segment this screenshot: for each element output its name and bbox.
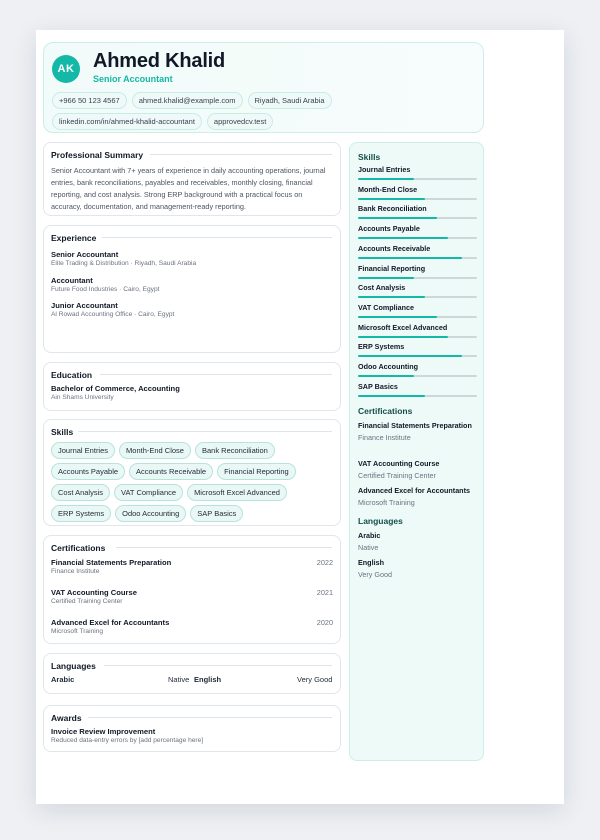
contact-phone[interactable]: +966 50 123 4567 — [52, 92, 127, 109]
skill-level-fill — [358, 217, 437, 219]
skills-chip-list — [51, 442, 337, 522]
certification-item — [51, 618, 169, 635]
skill-level-fill — [358, 336, 448, 338]
education-title: Education — [51, 370, 93, 380]
education-section — [43, 362, 341, 411]
divider — [78, 431, 332, 432]
sidebar-languages-title: Languages — [358, 516, 403, 526]
sidebar-cert-item — [358, 420, 480, 442]
certification-year: 2020 — [316, 618, 333, 627]
language-name: Arabic — [51, 675, 75, 684]
sidebar-skill-item — [358, 342, 477, 357]
skill-chip: Cost Analysis — [51, 484, 110, 501]
skill-level-fill — [358, 178, 414, 180]
skills-title: Skills — [51, 427, 74, 437]
sidebar-skill-name: Financial Reporting — [358, 263, 426, 273]
skill-chip: Odoo Accounting — [115, 505, 186, 522]
skill-chip: Accounts Payable — [51, 463, 125, 480]
awards-section — [43, 705, 341, 752]
skill-level-bar — [358, 237, 477, 239]
sidebar-skill-item — [358, 362, 477, 377]
sidebar-cert-name: VAT Accounting Course — [358, 459, 440, 468]
skill-chip: Month-End Close — [119, 442, 191, 459]
candidate-name: Ahmed Khalid — [93, 50, 226, 72]
divider — [100, 374, 332, 375]
languages-title: Languages — [51, 661, 96, 671]
avatar: AK — [52, 55, 80, 83]
education-item — [51, 384, 180, 401]
experience-role: Accountant — [51, 276, 93, 285]
sidebar-cert-item — [358, 485, 480, 507]
languages-section — [43, 653, 341, 694]
skill-chip: Microsoft Excel Advanced — [187, 484, 287, 501]
experience-item — [51, 250, 196, 267]
skill-level-bar — [358, 198, 477, 200]
education-school: Ain Shams University — [51, 394, 114, 401]
experience-org: Elite Trading & Distribution · Riyadh, Saudi Arabia — [51, 260, 197, 267]
skill-level-bar — [358, 178, 477, 180]
sidebar-skill-item — [358, 323, 477, 338]
certification-issuer: Microsoft Training — [51, 628, 104, 635]
sidebar-skills-title: Skills — [358, 152, 381, 162]
sidebar-cert-issuer: Microsoft Training — [358, 498, 415, 507]
skill-chip: Financial Reporting — [217, 463, 296, 480]
award-name: Invoice Review Improvement — [51, 727, 156, 736]
skill-level-fill — [358, 198, 425, 200]
sidebar — [349, 142, 484, 761]
skill-level-bar — [358, 257, 477, 259]
skill-chip: Journal Entries — [51, 442, 115, 459]
sidebar-cert-issuer: Certified Training Center — [358, 471, 436, 480]
sidebar-skill-item — [358, 224, 477, 239]
skill-chip: Accounts Receivable — [129, 463, 213, 480]
experience-org: Future Food Industries · Cairo, Egypt — [51, 286, 160, 293]
skills-section — [43, 419, 341, 526]
language-level: Native — [168, 675, 190, 684]
certification-name: VAT Accounting Course — [51, 588, 137, 597]
certification-name: Financial Statements Preparation — [51, 558, 172, 567]
skill-level-fill — [358, 296, 425, 298]
contact-email[interactable]: ahmed.khalid@example.com — [132, 92, 243, 109]
skill-chip: VAT Compliance — [114, 484, 183, 501]
experience-section — [43, 225, 341, 353]
education-degree: Bachelor of Commerce, Accounting — [51, 384, 180, 393]
sidebar-skill-item — [358, 382, 477, 397]
sidebar-language-name: Arabic — [358, 531, 381, 540]
skill-level-bar — [358, 375, 477, 377]
skill-level-bar — [358, 277, 477, 279]
skill-level-bar — [358, 217, 477, 219]
skill-chip: SAP Basics — [190, 505, 243, 522]
certification-issuer: Certified Training Center — [51, 598, 123, 605]
sidebar-language-level: Very Good — [358, 570, 392, 579]
sidebar-cert-issuer: Finance Institute — [358, 433, 411, 442]
sidebar-skill-name: VAT Compliance — [358, 302, 415, 312]
sidebar-skill-name: Cost Analysis — [358, 283, 406, 293]
certification-year: 2022 — [316, 558, 333, 567]
divider — [102, 237, 332, 238]
skill-level-fill — [358, 237, 448, 239]
sidebar-certifications-title: Certifications — [358, 406, 413, 416]
sidebar-language-name: English — [358, 558, 384, 567]
sidebar-language-level: Native — [358, 543, 379, 552]
skill-level-bar — [358, 296, 477, 298]
certification-item — [51, 588, 137, 605]
language-name: English — [194, 675, 222, 684]
language-level: Very Good — [297, 675, 333, 684]
sidebar-skill-name: Odoo Accounting — [358, 362, 419, 371]
skill-level-fill — [358, 257, 462, 259]
skill-level-bar — [358, 336, 477, 338]
award-item — [51, 727, 203, 744]
experience-org: Al Rowad Accounting Office · Cairo, Egypt — [51, 311, 175, 318]
divider — [150, 154, 332, 155]
sidebar-skill-item — [358, 283, 477, 298]
experience-role: Junior Accountant — [51, 301, 118, 310]
skill-level-bar — [358, 316, 477, 318]
experience-title: Experience — [51, 233, 97, 243]
summary-text: Senior Accountant with 7+ years of experience in daily accounting operations, journal entries, bank reconciliations, payables and receivables, monthly closing, financial reporting, and cost analysis. Strong ERP background with a practical focus on accuracy, documentation, and management-ready reporting. — [51, 166, 326, 211]
sidebar-skill-item — [358, 165, 477, 180]
sidebar-skill-item — [358, 264, 477, 279]
contact-list — [52, 92, 472, 130]
sidebar-skill-item — [358, 204, 477, 219]
skill-level-fill — [358, 277, 414, 279]
experience-item — [51, 276, 159, 293]
certification-item — [51, 558, 171, 575]
sidebar-language-item — [358, 530, 480, 552]
skill-level-fill — [358, 316, 437, 318]
sidebar-skill-name: Month-End Close — [358, 184, 418, 194]
certification-name: Advanced Excel for Accountants — [51, 618, 170, 627]
certifications-title: Certifications — [51, 543, 106, 553]
sidebar-skill-item — [358, 244, 477, 259]
skill-level-bar — [358, 355, 477, 357]
certification-issuer: Finance Institute — [51, 568, 100, 575]
skill-level-fill — [358, 375, 414, 377]
summary-title: Professional Summary — [51, 150, 144, 160]
skill-level-fill — [358, 395, 425, 397]
certifications-section — [43, 535, 341, 644]
contact-location: Riyadh, Saudi Arabia — [248, 92, 332, 109]
sidebar-skill-name: Journal Entries — [358, 165, 411, 174]
resume-header — [43, 42, 484, 133]
sidebar-skill-item — [358, 303, 477, 318]
sidebar-skill-name: SAP Basics — [358, 381, 398, 391]
sidebar-skill-name: Accounts Payable — [358, 224, 420, 234]
divider — [116, 547, 332, 548]
candidate-role: Senior Accountant — [93, 74, 173, 84]
sidebar-language-item — [358, 557, 480, 579]
divider — [104, 665, 332, 666]
sidebar-skill-name: Bank Reconciliation — [358, 204, 427, 214]
skill-chip: Bank Reconciliation — [195, 442, 275, 459]
sidebar-cert-name: Advanced Excel for Accountants — [358, 486, 470, 495]
sidebar-skill-item — [358, 185, 477, 200]
sidebar-cert-name: Financial Statements Preparation — [358, 421, 472, 430]
sidebar-skill-name: Microsoft Excel Advanced — [358, 322, 448, 332]
divider — [88, 717, 332, 718]
certification-year: 2021 — [316, 588, 333, 597]
experience-role: Senior Accountant — [51, 250, 119, 259]
experience-item — [51, 301, 174, 318]
skill-chip: ERP Systems — [51, 505, 111, 522]
contact-linkedin[interactable]: linkedin.com/in/ahmed-khalid-accountant — [52, 113, 202, 130]
sidebar-cert-item — [358, 458, 480, 480]
award-description: Reduced data-entry errors by [add percentage here] — [51, 737, 204, 744]
skill-level-fill — [358, 355, 462, 357]
sidebar-skill-name: Accounts Receivable — [358, 243, 431, 253]
contact-website[interactable]: approvedcv.test — [207, 113, 273, 130]
skill-level-bar — [358, 395, 477, 397]
awards-title: Awards — [51, 713, 82, 723]
sidebar-skill-name: ERP Systems — [358, 342, 405, 352]
summary-section — [43, 142, 341, 216]
